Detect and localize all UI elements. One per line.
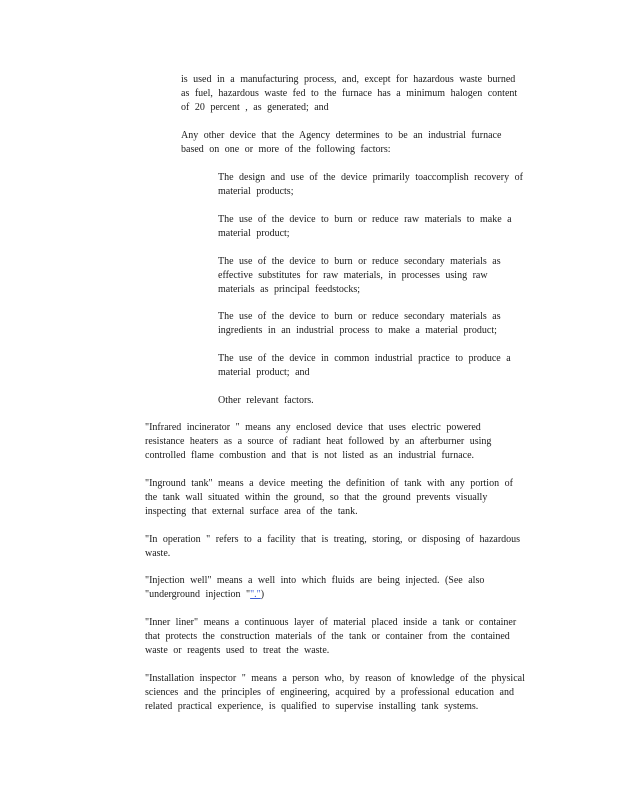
definition-installation-inspector bbox=[145, 672, 548, 715]
text-line: "Infrared incinerator " means any enclosed device that uses electric powered bbox=[145, 422, 481, 433]
text-line: ingredients in an industrial process to make a material product; bbox=[218, 325, 497, 337]
definition-infrared-incinerator bbox=[145, 421, 545, 464]
factor-item bbox=[218, 213, 546, 241]
factor-item bbox=[218, 352, 546, 380]
text-line: The use of the device to burn or reduce secondary materials as bbox=[218, 256, 501, 267]
text-line: "Installation inspector " means a person who, by reason of knowledge of the physical bbox=[145, 673, 525, 684]
text-line: "Inner liner" means a continuous layer of material placed inside a tank or container bbox=[145, 617, 517, 628]
text-line: related practical experience, is qualified to supervise installing tank systems. bbox=[145, 701, 479, 713]
factor-item bbox=[218, 255, 546, 298]
text-line: material products; bbox=[218, 186, 294, 198]
paragraph-continuation bbox=[181, 73, 540, 116]
text-line: controlled flame combustion and that is not listed as an industrial furnace. bbox=[145, 450, 475, 462]
text-fragment: ) bbox=[260, 589, 265, 601]
text-line bbox=[145, 588, 545, 602]
text-line: effective substitutes for raw materials, in processes using raw bbox=[218, 270, 488, 282]
text-line: The use of the device in common industrial practice to produce a bbox=[218, 353, 511, 364]
text-line: materials as principal feedstocks; bbox=[218, 284, 361, 296]
text-line: Any other device that the Agency determines to be an industrial furnace bbox=[181, 130, 502, 141]
paragraph-other-device bbox=[181, 129, 540, 157]
definition-injection-well bbox=[145, 574, 545, 602]
text-line: material product; and bbox=[218, 367, 310, 379]
text-line: "In operation " refers to a facility that is treating, storing, or disposing of hazardous bbox=[145, 534, 521, 545]
text-line: sciences and the principles of engineering, acquired by a professional education and bbox=[145, 687, 514, 699]
text-line: of 20 percent , as generated; and bbox=[181, 102, 329, 114]
factor-item bbox=[218, 394, 546, 408]
text-line: "Injection well" means a well into which fluids are being injected. (See also bbox=[145, 575, 485, 586]
text-line: resistance heaters as a source of radiant heat followed by an afterburner using bbox=[145, 436, 492, 448]
text-line: Other relevant factors. bbox=[218, 395, 314, 406]
definition-inner-liner bbox=[145, 616, 545, 659]
text-line: The design and use of the device primarily toaccomplish recovery of bbox=[218, 172, 523, 183]
text-line: The use of the device to burn or reduce raw materials to make a bbox=[218, 214, 512, 225]
definition-in-operation bbox=[145, 533, 545, 561]
text-line: waste or reagents used to treat the waste. bbox=[145, 645, 330, 657]
text-fragment: "underground injection " bbox=[145, 589, 251, 601]
factor-item bbox=[218, 310, 546, 338]
factor-item bbox=[218, 171, 546, 199]
text-line: waste. bbox=[145, 548, 171, 560]
text-line: inspecting that external surface area of the tank. bbox=[145, 506, 358, 518]
text-line: based on one or more of the following factors: bbox=[181, 144, 391, 156]
cross-reference-link[interactable]: "." bbox=[250, 589, 261, 601]
text-line: as fuel, hazardous waste fed to the furnace has a minimum halogen content bbox=[181, 88, 518, 100]
definition-inground-tank bbox=[145, 477, 545, 520]
text-line: "Inground tank" means a device meeting the definition of tank with any portion of bbox=[145, 478, 513, 489]
text-line: The use of the device to burn or reduce secondary materials as bbox=[218, 311, 501, 322]
text-line: that protects the construction materials of the tank or container from the contained bbox=[145, 631, 510, 643]
text-line: the tank wall situated within the ground, so that the ground prevents visually bbox=[145, 492, 488, 504]
text-line: material product; bbox=[218, 228, 290, 240]
text-line: is used in a manufacturing process, and, except for hazardous waste burned bbox=[181, 74, 516, 85]
